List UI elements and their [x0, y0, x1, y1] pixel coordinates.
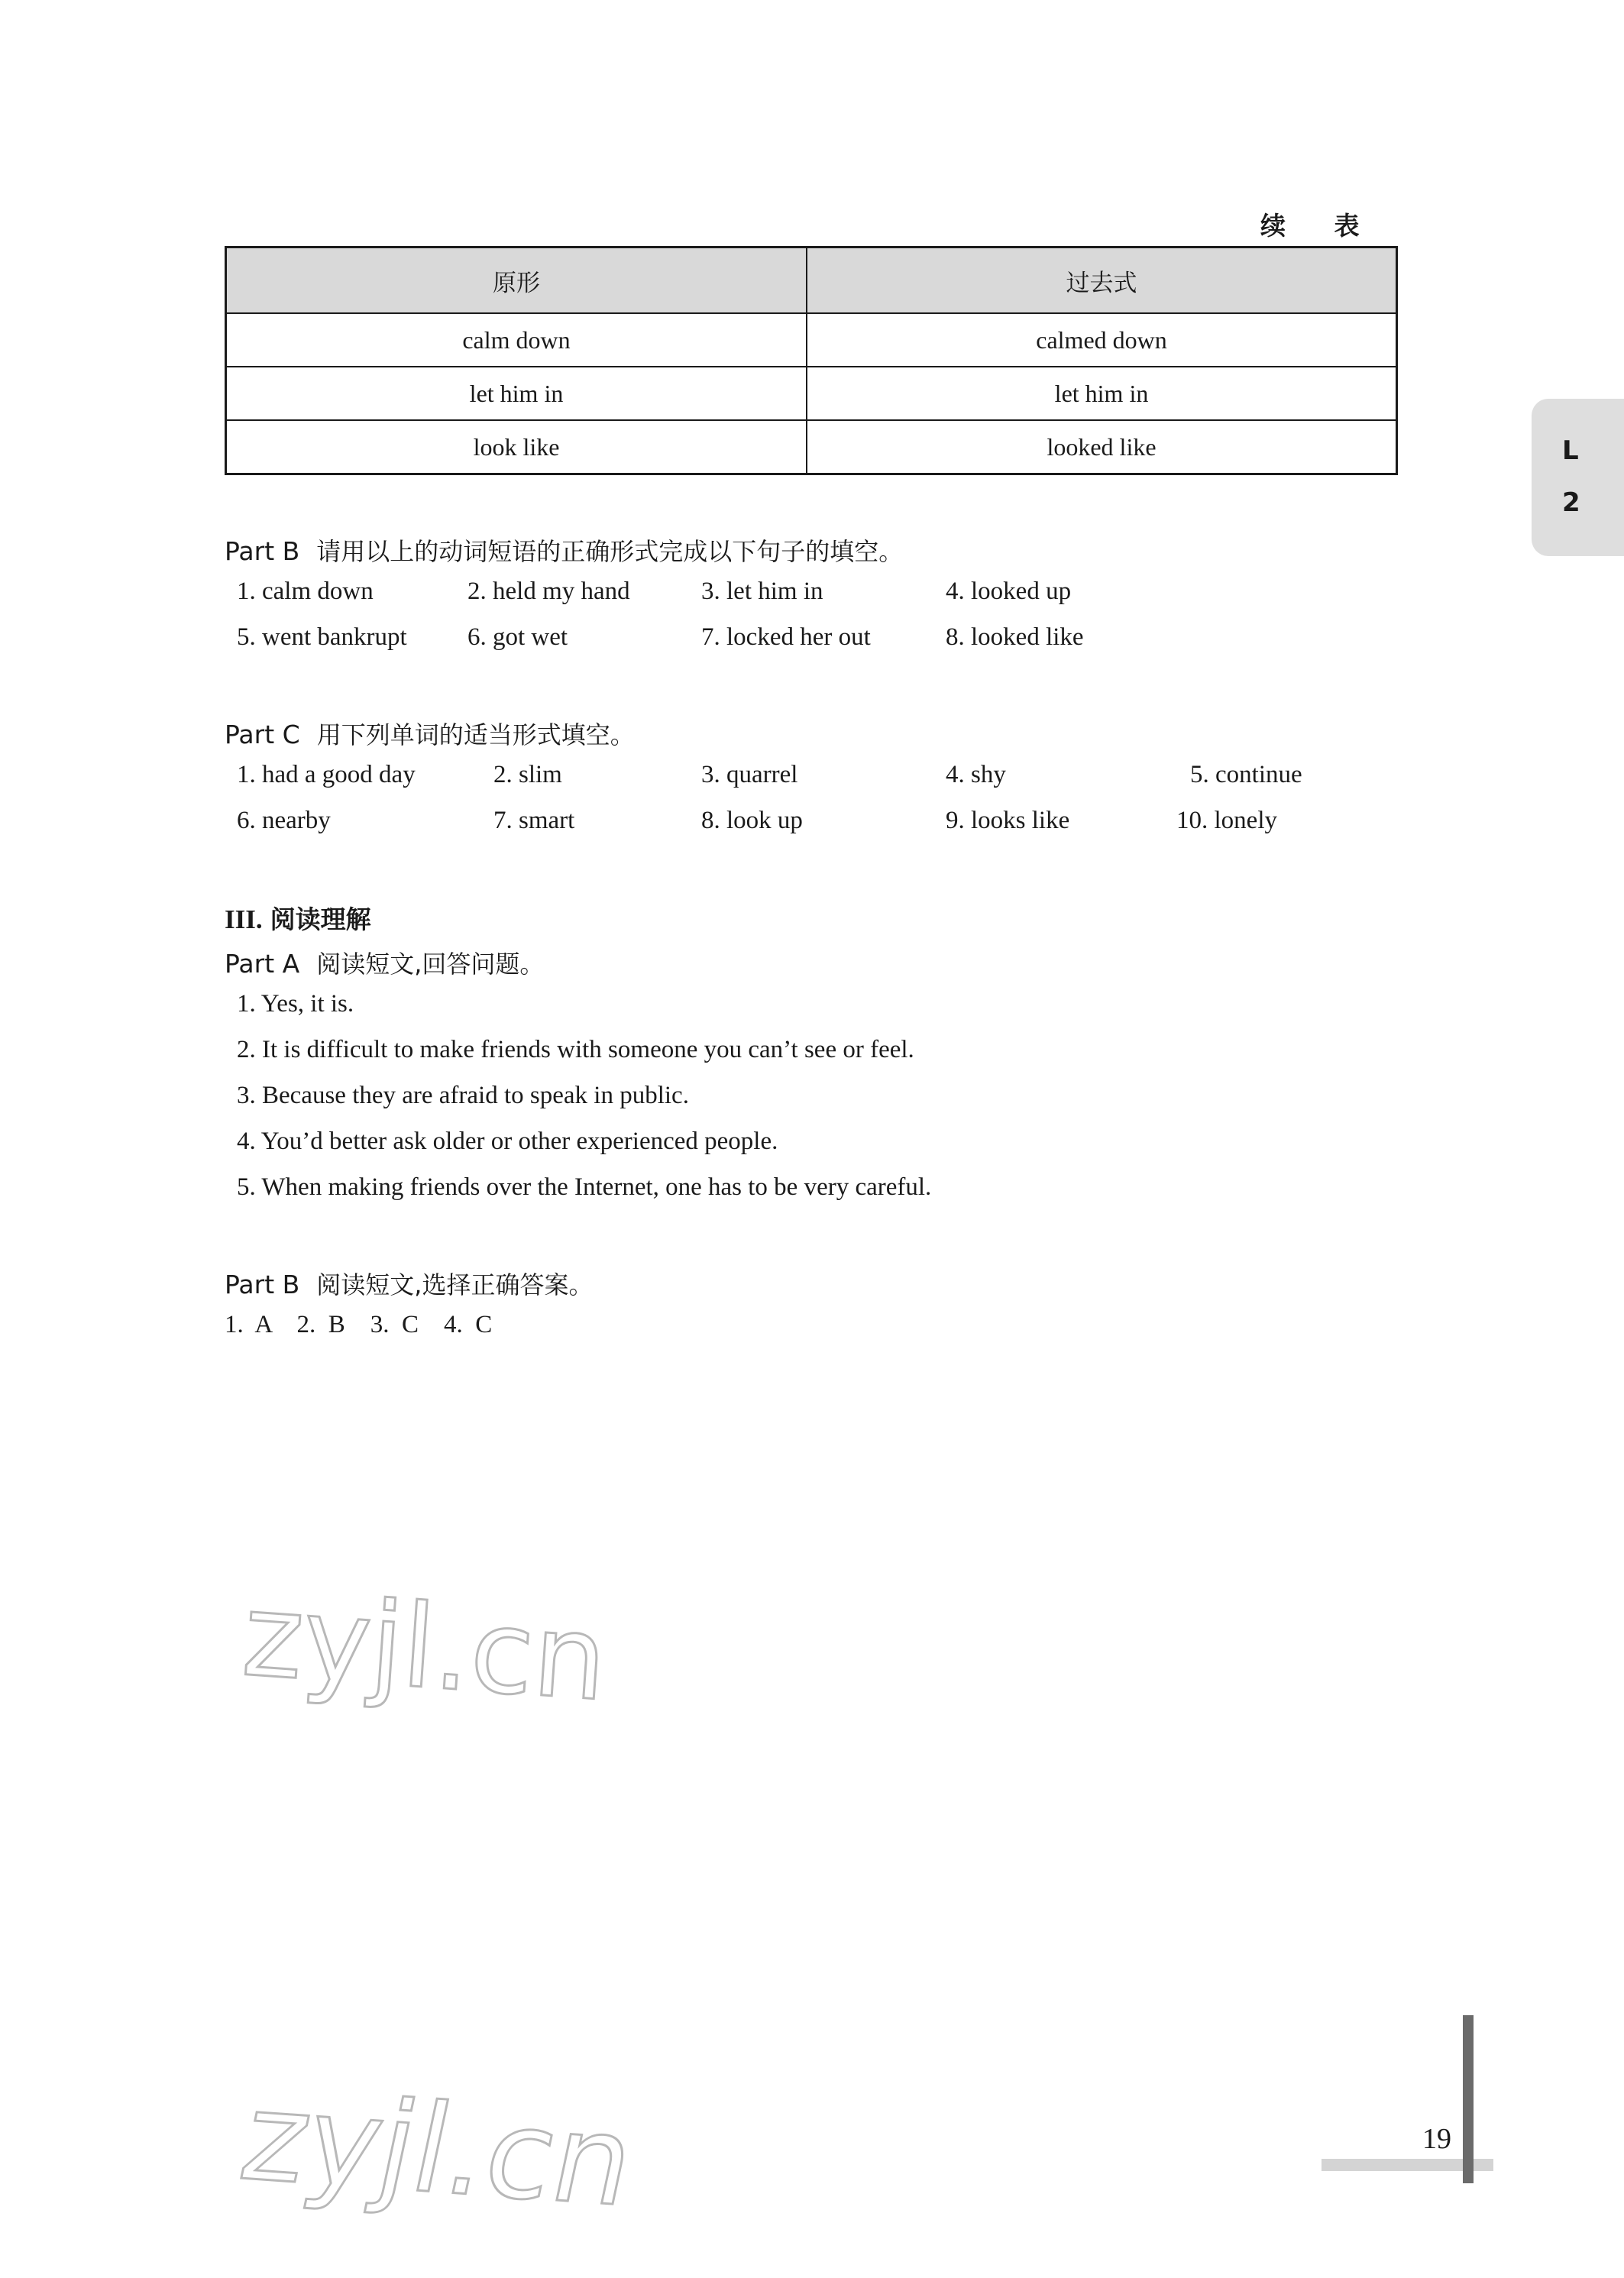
list-item: 5. continue	[1190, 761, 1302, 788]
list-item: 5. went bankrupt	[237, 623, 407, 651]
list-item: 2. held my hand	[467, 578, 630, 605]
watermark: zyjl.cn	[229, 2065, 647, 2234]
page-number: 19	[1422, 2123, 1451, 2155]
page-marker-bar	[1463, 2015, 1474, 2183]
part-c-heading	[225, 716, 635, 751]
part-c-label: Part C	[225, 720, 300, 749]
reading-part-a-instruction: 阅读短文,回答问题。	[316, 950, 545, 979]
reading-part-a-heading	[225, 945, 544, 980]
table-row	[226, 420, 1397, 474]
watermark: zyjl.cn	[238, 1568, 611, 1727]
part-b-instruction: 请用以上的动词短语的正确形式完成以下句子的填空。	[316, 537, 904, 566]
table-cell: let him in	[807, 367, 1397, 420]
list-item: 7. smart	[493, 807, 575, 834]
list-item: 8. look up	[701, 807, 803, 834]
table-cell: let him in	[226, 367, 807, 420]
reading-part-b-answers: 1. A 2. B 3. C 4. C	[225, 1311, 493, 1338]
table-cell: calm down	[226, 313, 807, 367]
header-past-tense: 过去式	[807, 248, 1397, 314]
table-cell: look like	[226, 420, 807, 474]
table-row	[226, 367, 1397, 420]
list-item: 6. nearby	[237, 807, 331, 834]
reading-part-b-heading	[225, 1266, 593, 1301]
part-b-heading	[225, 532, 903, 568]
list-item: 3. let him in	[701, 578, 823, 605]
reading-part-a-label: Part A	[225, 949, 300, 979]
list-item: 5. When making friends over the Internet, one has to be very careful.	[237, 1173, 932, 1201]
section-numeral: III.	[225, 904, 263, 934]
list-item: 10. lonely	[1176, 807, 1277, 834]
reading-part-b-instruction: 阅读短文,选择正确答案。	[316, 1270, 594, 1299]
section-title	[225, 900, 371, 936]
list-item: 9. looks like	[946, 807, 1070, 834]
list-item: 1. calm down	[237, 578, 374, 605]
list-item: 4. looked up	[946, 578, 1072, 605]
list-item: 2. It is difficult to make friends with someone you can’t see or feel.	[237, 1036, 914, 1063]
part-c-instruction: 用下列单词的适当形式填空。	[316, 720, 635, 749]
list-item: 4. shy	[946, 761, 1006, 788]
list-item: 6. got wet	[467, 623, 568, 651]
list-item: 3. quarrel	[701, 761, 798, 788]
list-item: 8. looked like	[946, 623, 1084, 651]
list-item: 1. had a good day	[237, 761, 416, 788]
side-tab-number: 2	[1562, 487, 1580, 518]
list-item: 3. Because they are afraid to speak in public.	[237, 1082, 689, 1109]
table-row	[226, 313, 1397, 367]
table-cell: looked like	[807, 420, 1397, 474]
header-base-form: 原形	[226, 248, 807, 314]
list-item: 7. locked her out	[701, 623, 871, 651]
list-item: 2. slim	[493, 761, 562, 788]
list-item: 4. You’d better ask older or other experienced people.	[237, 1128, 778, 1155]
side-tab	[1532, 399, 1624, 556]
table-header-row	[226, 248, 1397, 314]
list-item: 1. Yes, it is.	[237, 990, 354, 1018]
verb-form-table	[225, 246, 1398, 475]
section-heading: 阅读理解	[270, 904, 371, 934]
table-cell: calmed down	[807, 313, 1397, 367]
continued-label: 续 表	[1260, 211, 1380, 241]
side-tab-letter: L	[1562, 435, 1579, 466]
reading-part-b-label: Part B	[225, 1270, 300, 1299]
part-b-label: Part B	[225, 536, 300, 566]
